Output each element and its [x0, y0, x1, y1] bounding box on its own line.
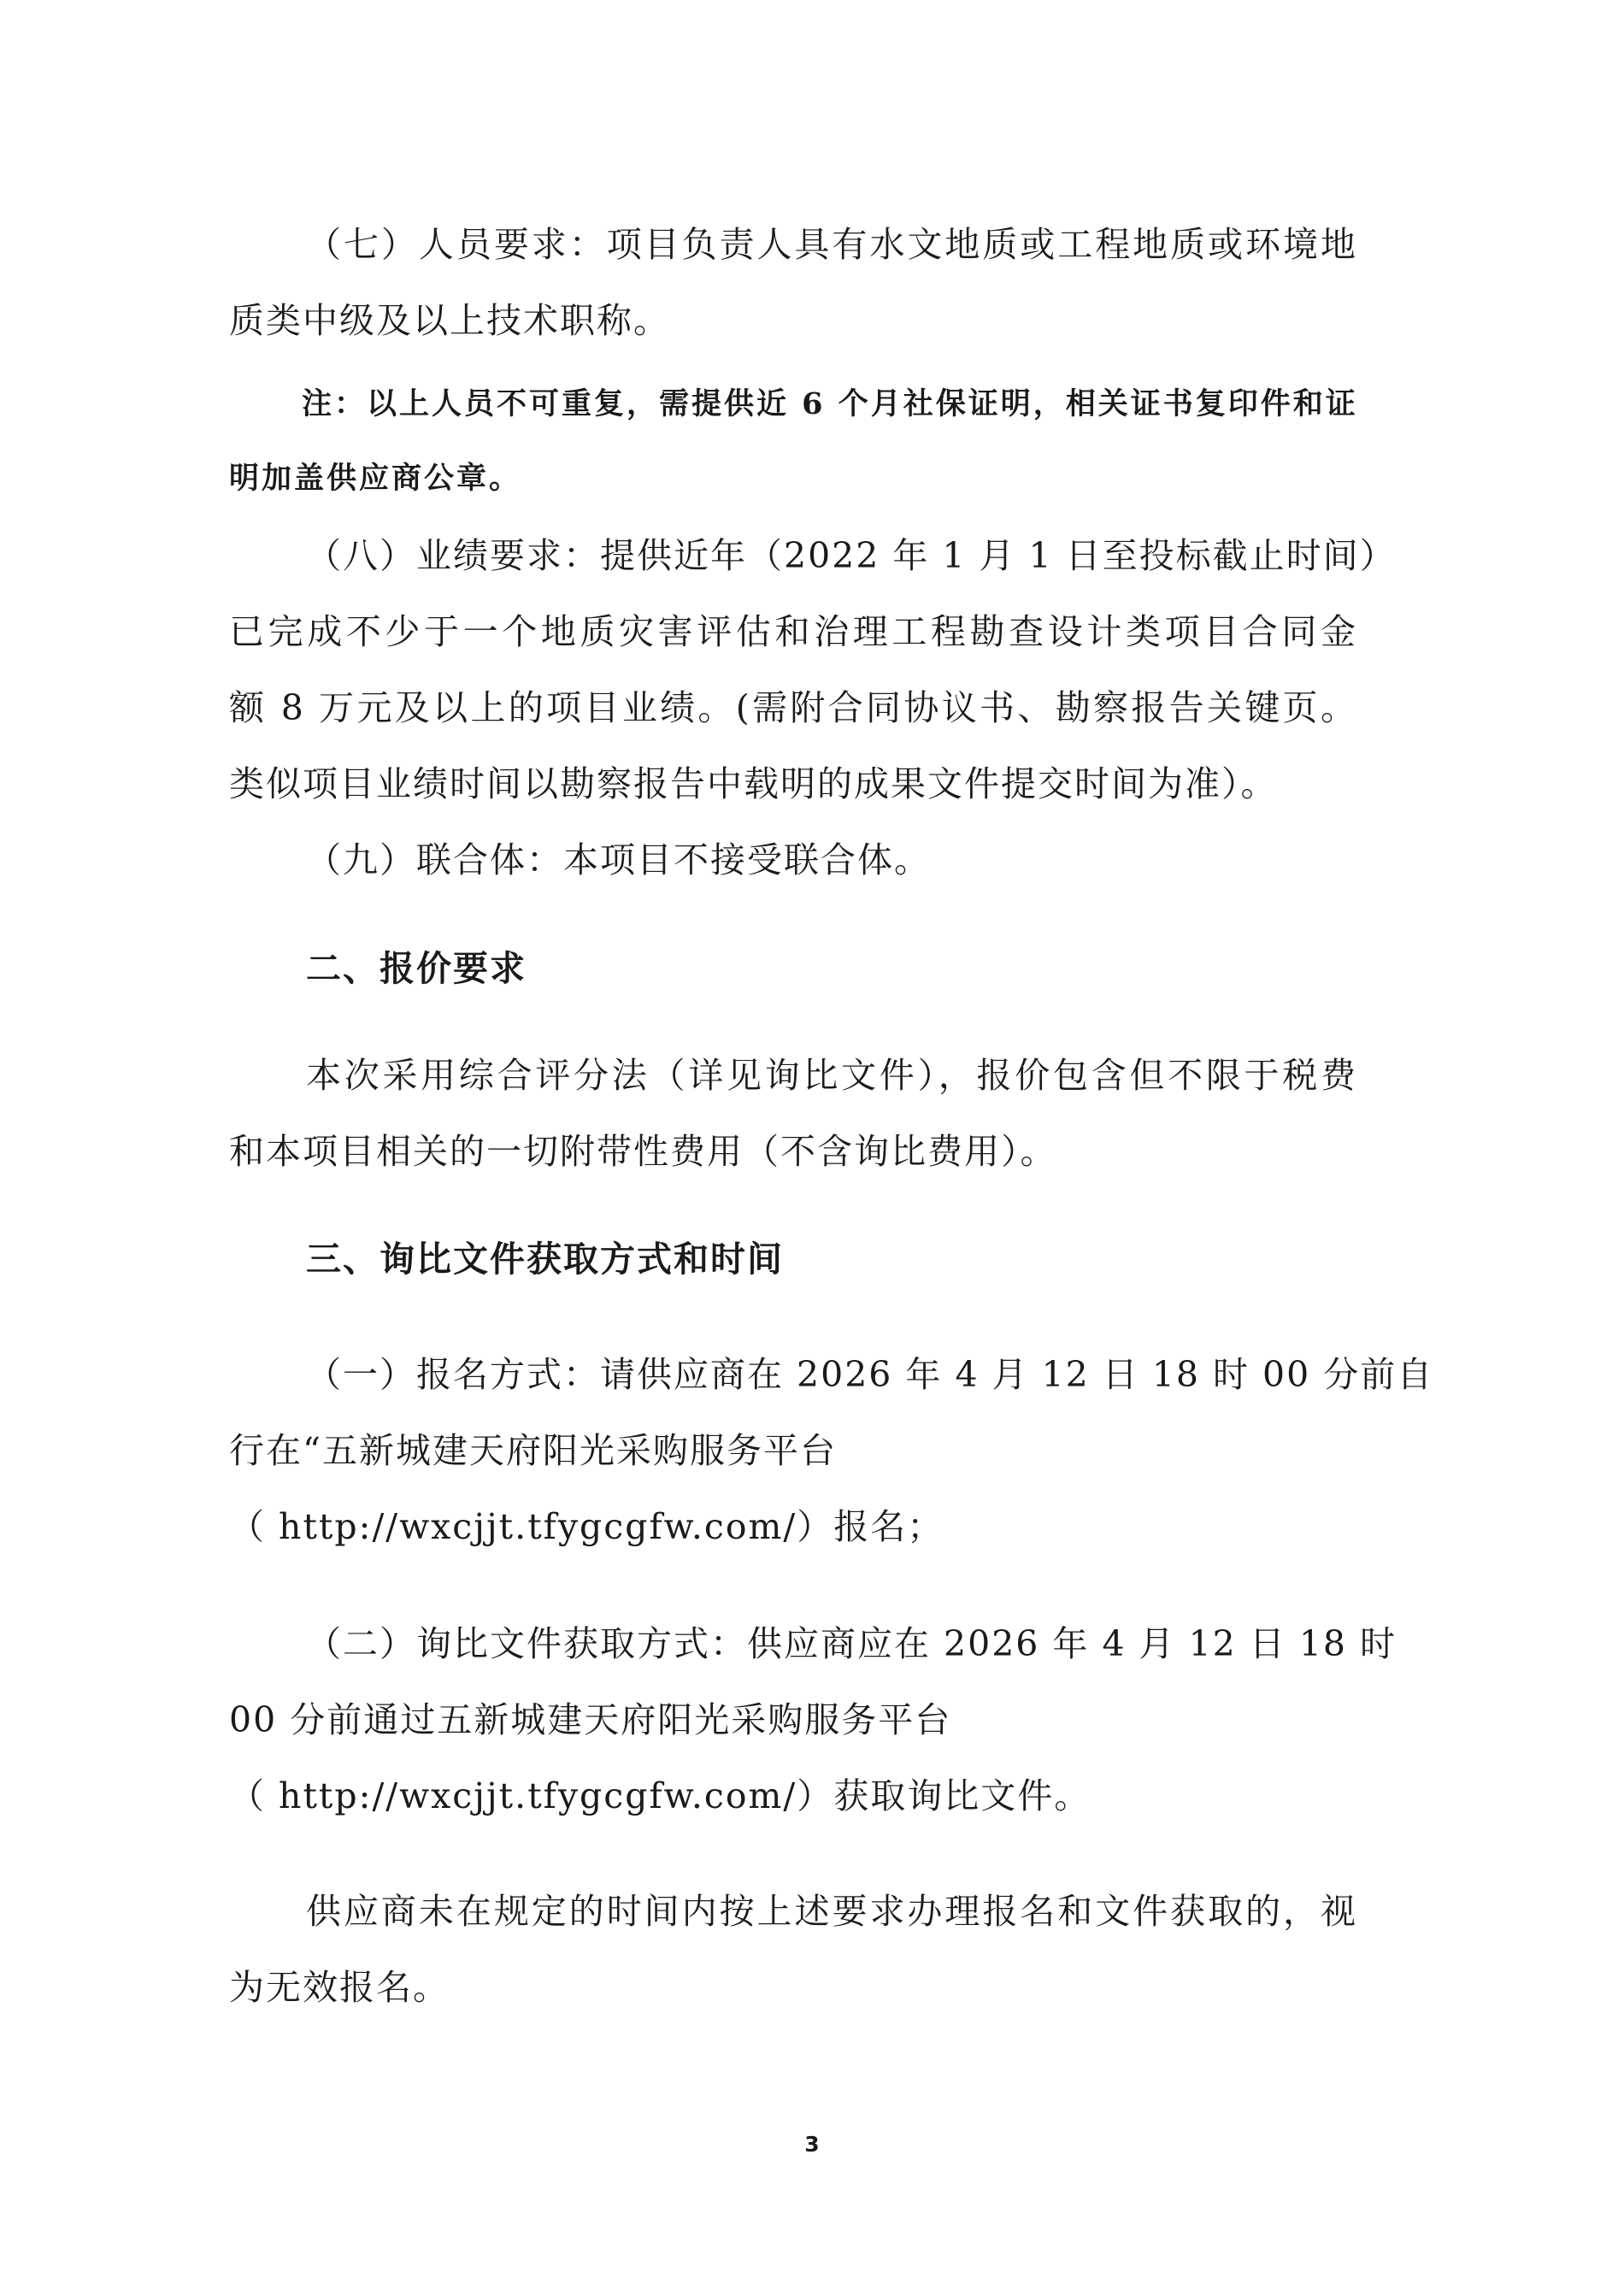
paragraph-line: 额 8 万元及以上的项目业绩。(需附合同协议书、勘察报告关键页。 — [229, 687, 1357, 728]
paragraph-line: （ http://wxcjjt.tfygcgfw.com/）报名； — [229, 1506, 944, 1547]
paragraph-line: 行在“五新城建天府阳光采购服务平台 — [229, 1430, 837, 1471]
section-heading: 二、报价要求 — [306, 948, 527, 989]
section-heading: 三、询比文件获取方式和时间 — [306, 1239, 784, 1280]
paragraph-line: 质类中级及以上技术职称。 — [229, 300, 670, 341]
paragraph-line: 供应商未在规定的时间内按上述要求办理报名和文件获取的，视 — [306, 1891, 1357, 1932]
paragraph-line: 已完成不少于一个地质灾害评估和治理工程勘查设计类项目合同金 — [229, 611, 1357, 652]
paragraph-line: （ http://wxcjjt.tfygcgfw.com/）获取询比文件。 — [229, 1775, 1091, 1816]
paragraph-line: 类似项目业绩时间以勘察报告中载明的成果文件提交时间为准）。 — [229, 763, 1278, 804]
paragraph-line: （一）报名方式：请供应商在 2026 年 4 月 12 日 18 时 00 分前自 — [306, 1354, 1434, 1395]
paragraph-line: （九）联合体：本项目不接受联合体。 — [306, 839, 931, 880]
note-line: 注：以上人员不可重复，需提供近 6 个月社保证明，相关证书复印件和证 — [302, 386, 1358, 421]
paragraph-line: 本次采用综合评分法（详见询比文件），报价包含但不限于税费 — [306, 1055, 1357, 1096]
page-number: 3 — [804, 2132, 820, 2157]
paragraph-line: 为无效报名。 — [229, 1967, 450, 2008]
paragraph-line: 和本项目相关的一切附带性费用（不含询比费用）。 — [229, 1131, 1057, 1172]
paragraph-line: （二）询比文件获取方式：供应商应在 2026 年 4 月 12 日 18 时 — [306, 1623, 1397, 1664]
paragraph-line: （七）人员要求：项目负责人具有水文地质或工程地质或环境地 — [306, 224, 1357, 265]
note-line: 明加盖供应商公章。 — [229, 461, 522, 496]
paragraph-line: 00 分前通过五新城建天府阳光采购服务平台 — [229, 1699, 952, 1740]
paragraph-line: （八）业绩要求：提供近年（2022 年 1 月 1 日至投标截止时间） — [306, 535, 1397, 576]
